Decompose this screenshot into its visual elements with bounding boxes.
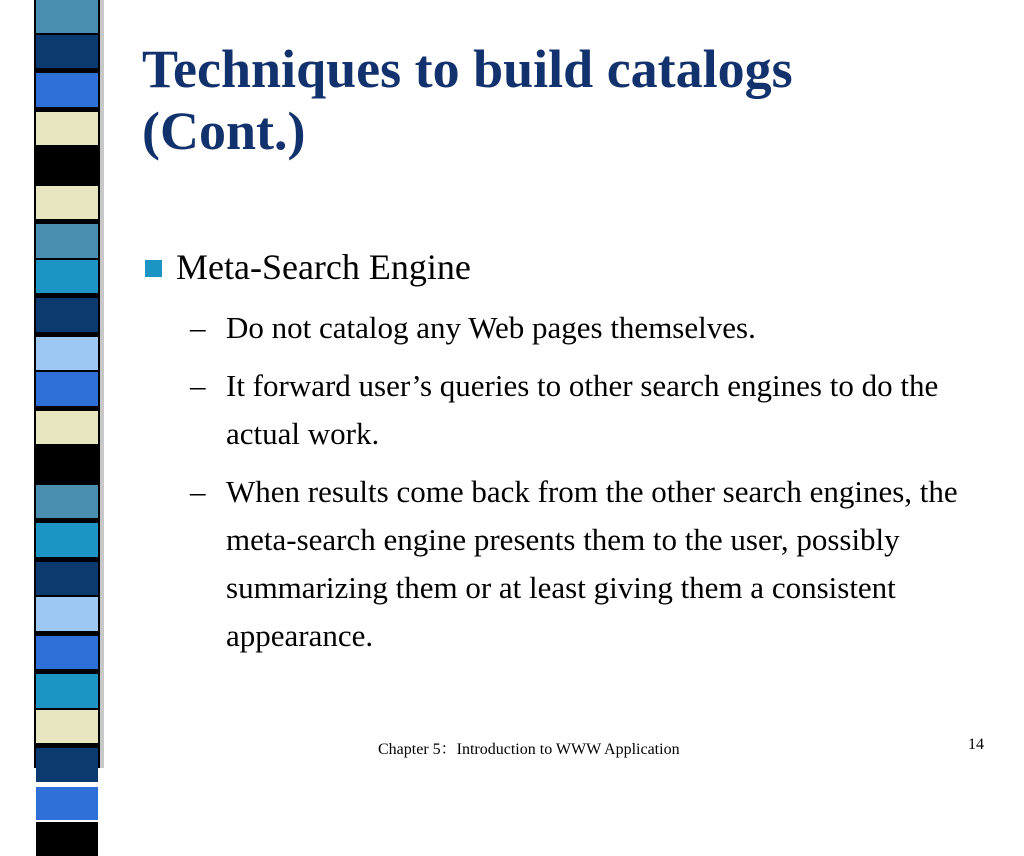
strip-block [36,748,98,782]
strip-block [36,411,98,445]
title-line-2: (Cont.) [142,101,306,161]
square-bullet-icon [145,260,162,277]
strip-block [36,147,98,181]
strip-block [36,73,98,107]
strip-block [36,224,98,258]
strip-block [36,337,98,371]
strip-block [36,485,98,519]
strip-block [36,449,98,483]
sub-item-text: It forward user’s queries to other search engines to do the actual work. [226,368,939,451]
sub-item-3 [190,468,1010,660]
decorative-strip [34,0,100,768]
slide-title [142,38,1002,162]
title-line-1: Techniques to build catalogs [142,39,793,99]
strip-block [36,372,98,406]
dash-marker: – [190,368,206,403]
strip-block [36,636,98,670]
bullet-item [145,245,471,289]
sub-item-text: Do not catalog any Web pages themselves. [226,310,756,345]
strip-block [36,822,98,856]
strip-block [36,597,98,631]
sub-item-2 [190,362,1010,458]
dash-marker: – [190,310,206,345]
footer-page-number: 14 [968,736,984,753]
bullet-text: Meta-Search Engine [176,247,471,287]
strip-block [36,35,98,69]
strip-block [36,260,98,294]
strip-block [36,0,98,33]
strip-block [36,710,98,744]
strip-block [36,674,98,708]
strip-block [36,112,98,146]
strip-block [36,787,98,821]
footer-chapter: Chapter 5：Introduction to WWW Application [378,741,680,758]
strip-block [36,298,98,332]
strip-block [36,523,98,557]
strip-block [36,562,98,596]
strip-block [36,186,98,220]
sub-item-text: When results come back from the other search engines, the meta-search engine presents them to the user, possibly summarizing them or at least giving them a consistent appearance. [226,474,958,653]
dash-marker: – [190,474,206,509]
sub-item-1 [190,304,1010,352]
